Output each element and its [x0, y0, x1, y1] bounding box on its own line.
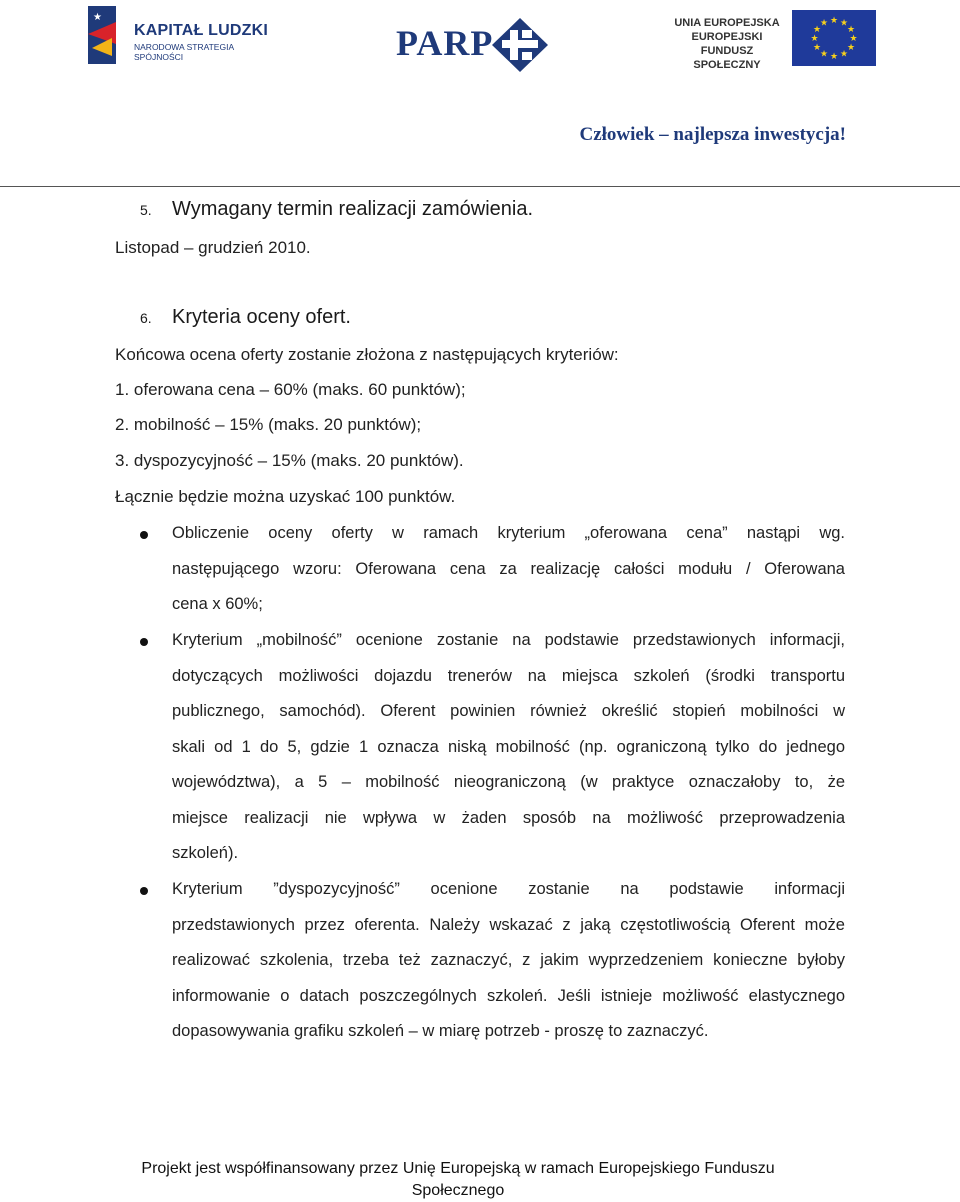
footer-line1: Projekt jest współfinansowany przez Unię Europejską w ramach Europejskiego Funduszu	[141, 1160, 775, 1177]
bullet-line: dotyczących możliwości dojazdu trenerów na miejsca szkoleń (środki transportu	[172, 667, 845, 685]
svg-text:★: ★	[849, 34, 858, 44]
kapital-ludzki-logo	[82, 4, 282, 68]
bullet-line: szkoleń).	[172, 844, 239, 862]
eu-fund-logo	[668, 10, 880, 70]
svg-text:★: ★	[829, 16, 839, 26]
criteria-intro: Końcowa ocena oferty zostanie złożona z następujących kryteriów:	[115, 345, 619, 364]
bullet-line: informowanie o datach poszczególnych szkoleń. Jeśli istnieje możliwość elastycznego	[172, 987, 845, 1005]
parp-logo-text: PARP	[396, 23, 494, 63]
svg-text:★: ★	[839, 49, 849, 60]
header-divider	[0, 186, 960, 187]
svg-text:★: ★	[93, 12, 102, 23]
eu-logo-line2: EUROPEJSKI	[691, 31, 763, 43]
section-5-heading	[140, 198, 533, 221]
slogan: Człowiek – najlepsza inwestycja!	[579, 124, 846, 145]
bullet-line: dopasowywania grafiku szkoleń – w miarę potrzeb - proszę to zaznaczyć.	[172, 1022, 709, 1040]
svg-text:★: ★	[810, 34, 819, 44]
eu-logo-line1: UNIA EUROPEJSKA	[674, 17, 780, 29]
svg-text:★: ★	[846, 25, 856, 35]
bullet-line: realizować szkolenia, trzeba też zaznaczyć, z jakim wyprzedzeniem konieczne byłoby	[172, 951, 845, 969]
parp-logo	[394, 12, 554, 72]
svg-text:★: ★	[839, 18, 849, 29]
criterion-item: 1. oferowana cena – 60% (maks. 60 punktów);	[115, 380, 466, 399]
section-6-number: 6.	[140, 310, 152, 326]
footer-line2: Społecznego	[411, 1182, 505, 1199]
eu-flag-icon	[792, 10, 876, 66]
svg-text:★: ★	[812, 25, 822, 35]
eu-logo-line3: FUNDUSZ SPOŁECZNY	[693, 45, 761, 71]
kapital-ludzki-title: KAPITAŁ LUDZKI	[134, 22, 269, 39]
bullet-line: następującego wzoru: Oferowana cena za realizację całości modułu / Oferowana	[172, 560, 845, 578]
section-5-number: 5.	[140, 202, 152, 218]
criterion-item: 3. dyspozycyjność – 15% (maks. 20 punktów).	[115, 451, 464, 470]
section-5-text: Listopad – grudzień 2010.	[115, 238, 311, 257]
section-5-title: Wymagany termin realizacji zamówienia.	[172, 198, 534, 220]
bullet-line: województwa), a 5 – mobilność nieograniczoną (w praktyce oznaczałoby to, że	[172, 773, 845, 791]
svg-text:★: ★	[846, 43, 856, 53]
bullet-line: przedstawionych przez oferenta. Należy wskazać z jaką częstotliwością Oferent może	[172, 916, 845, 934]
bullet-line: Kryterium ”dyspozycyjność” ocenione zostanie na podstawie informacji	[172, 880, 845, 898]
kapital-ludzki-subtitle: NARODOWA STRATEGIA SPÓJNOŚCI	[134, 42, 234, 62]
kapital-ludzki-emblem-icon	[82, 4, 132, 66]
section-6-heading	[140, 306, 351, 329]
bullet-dot	[140, 887, 148, 895]
bullet-line: skali od 1 do 5, gdzie 1 oznacza niską mobilność (np. ograniczoną tylko do jednego	[172, 738, 845, 756]
bullet-dot	[140, 531, 148, 539]
criterion-item: 2. mobilność – 15% (maks. 20 punktów);	[115, 415, 422, 434]
bullet-dot	[140, 638, 148, 646]
bullet-line: Kryterium „mobilność” ocenione zostanie na podstawie przedstawionych informacji,	[172, 631, 845, 649]
bullet-line: Obliczenie oceny oferty w ramach kryterium „oferowana cena” nastąpi wg.	[172, 524, 845, 542]
page-footer	[0, 1158, 916, 1202]
svg-text:★: ★	[819, 18, 829, 29]
criteria-total: Łącznie będzie można uzyskać 100 punktów.	[115, 487, 456, 506]
section-6-title: Kryteria oceny ofert.	[172, 306, 351, 328]
bullet-line: publicznego, samochód). Oferent powinien również określić stopień mobilności w	[172, 702, 845, 720]
bullet-line: cena x 60%;	[172, 595, 263, 613]
svg-text:★: ★	[819, 49, 829, 60]
header-logos	[0, 0, 960, 80]
parp-mark-icon	[490, 16, 550, 74]
svg-text:★: ★	[812, 43, 822, 53]
svg-text:★: ★	[829, 52, 839, 62]
bullet-line: miejsce realizacji nie wpływa w żaden sposób na możliwość przeprowadzenia	[172, 809, 845, 827]
